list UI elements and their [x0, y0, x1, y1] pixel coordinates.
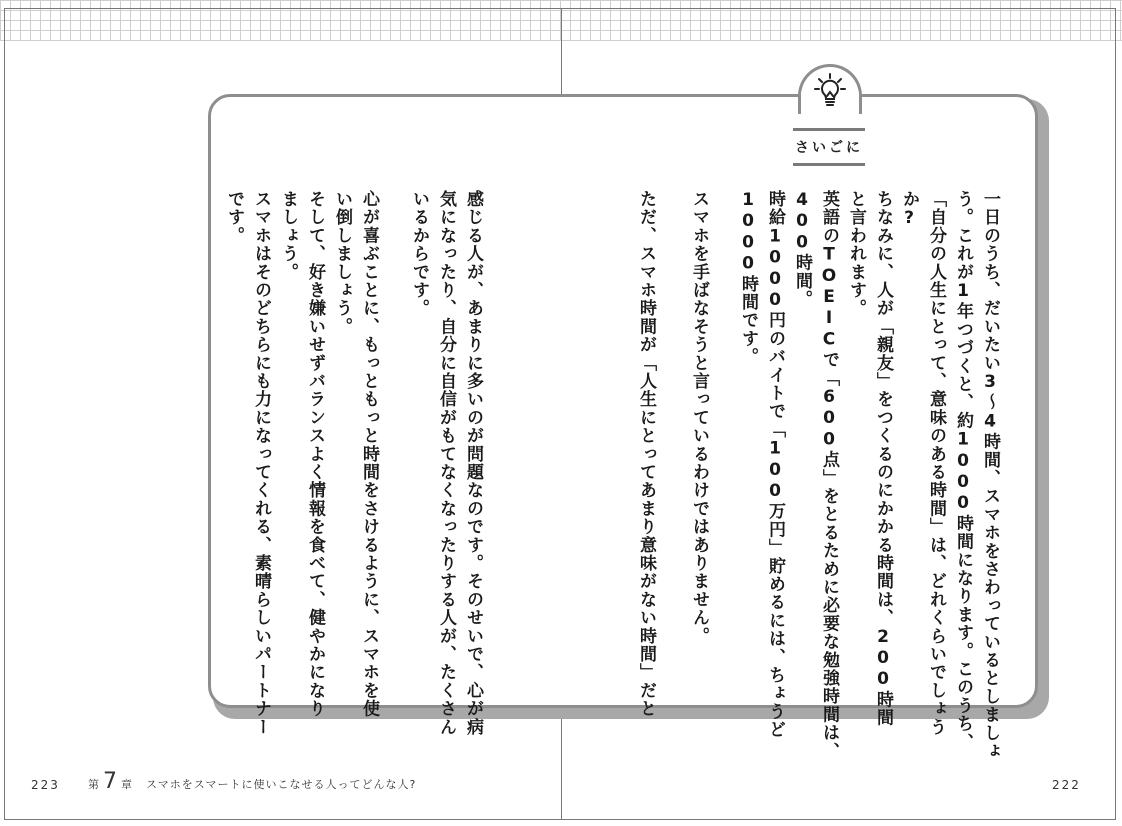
body-column-15: いるからです。 [409, 190, 429, 318]
left-page-number: 223 [31, 778, 60, 792]
body-column-2: う。これが1年つづくと、約1000時間になります。このうち、 [953, 190, 973, 751]
running-head [88, 769, 417, 794]
chapter-prefix: 第 [88, 778, 99, 791]
body-column-9: 時給1000円のバイトで「100万円」貯めるには、ちょうど [765, 190, 785, 739]
section-heading-text: さいごに [795, 140, 863, 156]
column-box [208, 94, 1038, 708]
body-column-17: い倒しましょう。 [332, 190, 352, 336]
body-column-6: と言われます。 [846, 190, 866, 318]
right-page-number: 222 [1052, 778, 1081, 792]
body-column-16: 心が喜ぶことに、もっともっと時間をさけるように、スマホを使 [359, 190, 379, 718]
body-column-8: 400時間。 [792, 190, 812, 309]
chapter-number: 7 [103, 769, 117, 794]
chapter-title: スマホをスマートに使いこなせる人ってどんな人? [146, 778, 417, 791]
body-column-12: ただ、スマホ時間が「人生にとってあまり意味がない時間」だと [636, 190, 656, 718]
body-column-20: スマホはそのどちらにも力になってくれる、素晴らしいパートナー [251, 190, 271, 736]
body-column-7: 英語のTOEICで「600点」をとるために必要な勉強時間は、 [819, 190, 839, 760]
body-column-18: そして、好き嫌いせずバランスよく情報を食べて、健やかになり [305, 190, 325, 718]
body-column-21: です。 [224, 190, 244, 245]
body-column-3: 「自分の人生にとって、意味のある時間」は、どれくらいでしょう [926, 190, 946, 736]
lightbulb-icon [813, 72, 847, 112]
body-column-1: 一日のうち、だいたい3〜4時間、スマホをさわっているとしましょ [980, 190, 1000, 761]
body-column-11: スマホを手ばなそうと言っているわけではありません。 [689, 190, 709, 645]
body-column-14: 気になったり、自分に自信がもてなくなったりする人が、たくさん [436, 190, 456, 736]
body-column-13: 感じる人が、あまりに多いのが問題なのです。そのせいで、心が病 [463, 190, 483, 736]
section-heading [793, 128, 865, 166]
body-column-4: か? [899, 190, 919, 230]
chapter-suffix: 章 [121, 778, 132, 791]
body-column-19: ましょう。 [278, 190, 298, 281]
body-column-5: ちなみに、人が「親友」をつくるのにかかる時間は、200時間 [873, 190, 893, 727]
body-column-10: 1000時間です。 [738, 190, 758, 366]
